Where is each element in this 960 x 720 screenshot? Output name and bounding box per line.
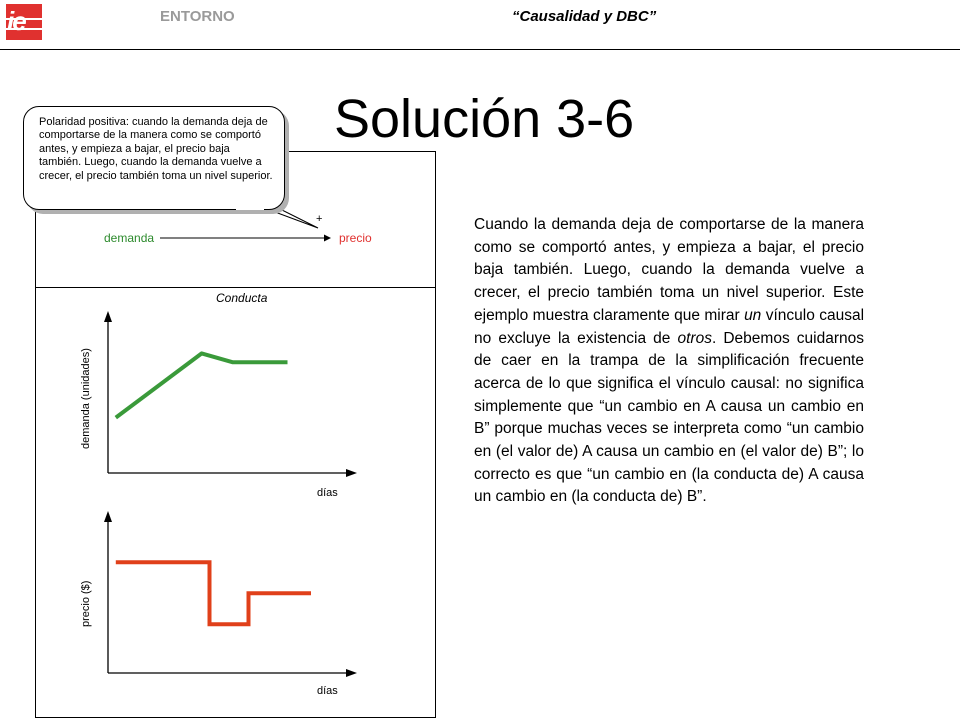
conducta-title: Conducta — [216, 291, 268, 305]
header-topic: “Causalidad y DBC” — [512, 8, 657, 25]
body-text-part: . Debemos cuidarnos de caer en la trampa de la simplificación frecuente acerca de lo que significa el vínculo causal: no significa simplemente que “un cambio en A causa un cambio en B” porque muchas veces se interpreta como “un cambio en (el valor de) A causa un cambio en (el valor de) B”; lo correcto es que “un cambio en (la conducta de) A causa un cambio en (la conducta de) B”. — [474, 329, 865, 506]
header-section: ENTORNO — [160, 8, 235, 25]
demand-x-arrowhead — [346, 469, 357, 477]
causal-to-label: precio — [339, 231, 372, 245]
causal-from-label: demanda — [104, 231, 155, 245]
price-x-arrowhead — [346, 669, 357, 677]
price-y-label: precio ($) — [80, 580, 92, 627]
body-text-part: Cuando la demanda deja de comportarse de la manera como se comportó antes, y empieza a bajar, el precio baja también. Luego, cuando la demanda vuelve a crecer, el precio también toma un nivel superior. Este ejemplo muestra claramente que mirar — [474, 216, 864, 324]
demand-series-line — [116, 353, 288, 417]
body-emphasis: otros — [677, 329, 712, 347]
price-y-arrowhead — [104, 511, 112, 522]
explanation-paragraph — [474, 214, 864, 509]
callout-bubble: Polaridad positiva: cuando la demanda deja de comportarse de la manera como se comportó antes, y empieza a bajar, el precio baja también. Luego, cuando la demanda vuelve a crecer, el precio también toma un nivel superior. — [23, 106, 285, 210]
slide-title: Solución 3-6 — [334, 89, 635, 149]
demand-x-label: días — [317, 487, 338, 499]
body-text-part: vínculo causal no excluye la existencia de — [474, 306, 865, 347]
polarity-sign: + — [316, 213, 323, 225]
price-x-label: días — [317, 685, 338, 697]
price-series-line — [116, 562, 311, 624]
demand-y-arrowhead — [104, 311, 112, 322]
demand-y-label: demanda (unidades) — [80, 348, 92, 449]
logo-text: ie — [7, 6, 25, 36]
body-emphasis: un — [744, 306, 762, 324]
